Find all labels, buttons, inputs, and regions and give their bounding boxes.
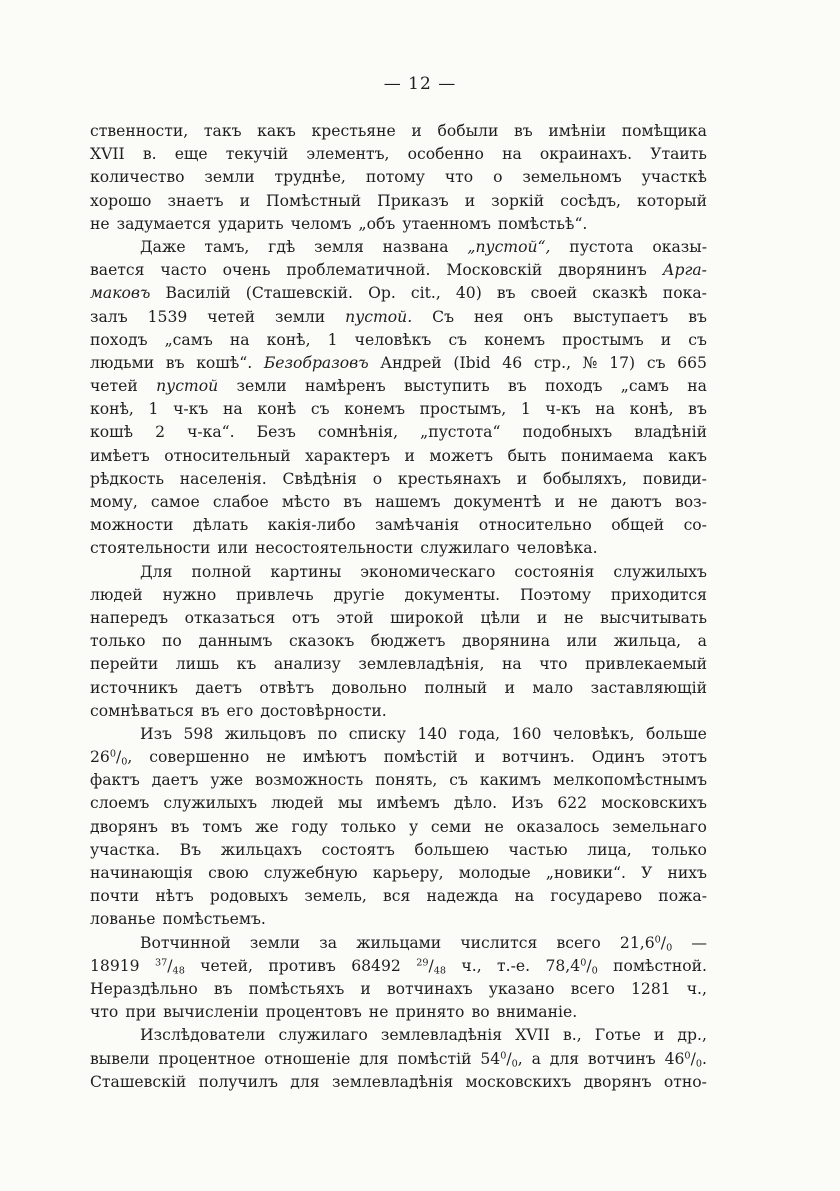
text-line: Сташевскій получилъ для землевладѣнія московскихъ дворянъ отно-: [90, 1072, 707, 1091]
text-line: дворянъ въ томъ же году только у семи не оказалось земельнаго: [90, 817, 707, 836]
text-line: напередъ отказаться отъ этой широкой цѣли и не высчитывать: [90, 608, 707, 627]
text-line: залъ 1539 четей земли пустой. Съ нея онъ выступаетъ въ: [90, 307, 707, 326]
text-line: людей нужно привлечь другіе документы. Поэтому приходится: [90, 585, 707, 604]
text-line: Изслѣдователи служилаго землевладѣнія XVII в., Готье и др.,: [140, 1026, 707, 1045]
text-line: рѣдкость населенія. Свѣдѣнія о крестьянахъ и бобыляхъ, повиди-: [90, 469, 707, 488]
text-line: почти нѣтъ родовыхъ земель, вся надежда на государево пожа-: [90, 887, 707, 906]
text-line: вывели процентное отношеніе для помѣстій $54^0/_0$, а для вотчинъ $46^0/_0$.: [90, 1049, 707, 1069]
text-line: Для полной картины экономическаго состоянія служилыхъ: [140, 562, 707, 581]
text-line: Вотчинной земли за жильцами числится всего $21,6^0/_0$ —: [140, 933, 707, 953]
text-line: фактъ даетъ уже возможность понять, съ какимъ мелкопомѣстнымъ: [90, 771, 707, 790]
text-line: 18919 $^{37}/_{48}$ четей, противъ 68492 $^{29}/_{48}$ ч., т.-е. $78,4^0/_0$ помѣстной.: [90, 956, 707, 977]
text-line: маковъ Василій (Сташевскій. Op. cit., 40) въ своей сказкѣ пока-: [90, 284, 707, 303]
text-line: походъ „самъ на конѣ, 1 человѣкъ съ конемъ простымъ и съ: [90, 330, 707, 349]
text-line: людьми въ кошѣ“. Безобразовъ Андрей (Ibid 46 стр., № 17) съ 665: [90, 353, 707, 372]
text-line: сомнѣваться въ его достовѣрности.: [90, 701, 387, 720]
text-line: XVII в. еще текучій элементъ, особенно на окраинахъ. Утаить: [90, 145, 707, 164]
text-line: начинающія свою служебную карьеру, молодые „новики“. У нихъ: [90, 864, 707, 882]
text-line: четей пустой земли намѣренъ выступить въ походъ „самъ на: [90, 377, 707, 396]
text-line: вается часто очень проблематичной. Московскій дворянинъ Арга-: [90, 261, 707, 280]
body-text: [90, 120, 707, 1094]
text-line: $26^0/_0$, совершенно не имѣютъ помѣстій и вотчинъ. Одинъ этотъ: [90, 748, 707, 768]
text-line: количество земли труднѣе, потому что о земельномъ участкѣ: [90, 168, 707, 187]
text-line: что при вычисленіи процентовъ не принято во вниманіе.: [90, 1003, 578, 1022]
text-line: не задумается ударить челомъ „объ утаенномъ помѣстьѣ“.: [90, 214, 588, 233]
text-line: конѣ, 1 ч-къ на конѣ съ конемъ простымъ, 1 ч-къ на конѣ, въ: [90, 400, 707, 419]
text-line: можности дѣлать какія-либо замѣчанія относительно общей со-: [90, 516, 707, 535]
text-line: участка. Въ жильцахъ состоятъ большею частью лица, только: [90, 840, 707, 859]
text-line: стоятельности или несостоятельности служилаго человѣка.: [90, 539, 598, 558]
text-line: кошѣ 2 ч-ка“. Безъ сомнѣнія, „пустота“ подобныхъ владѣній: [90, 423, 707, 442]
text-line: Нераздѣльно въ помѣстьяхъ и вотчинахъ указано всего 1281 ч.,: [90, 979, 707, 998]
page-number: — 12 —: [383, 74, 457, 94]
text-line: хорошо знаетъ и Помѣстный Приказъ и зоркій сосѣдъ, который: [90, 191, 707, 210]
text-line: лованье помѣстьемъ.: [90, 910, 266, 929]
text-line: перейти лишь къ анализу землевладѣнія, на что привлекаемый: [90, 655, 707, 674]
text-line: слоемъ служилыхъ людей мы имѣемъ дѣло. Изъ 622 московскихъ: [90, 794, 707, 813]
text-line: мому, самое слабое мѣсто въ нашемъ документѣ и не даютъ воз-: [90, 493, 707, 511]
text-line: ственности, такъ какъ крестьяне и бобыли въ имѣніи помѣщика: [90, 122, 707, 140]
text-line: источникъ даетъ отвѣтъ довольно полный и мало заставляющій: [90, 678, 707, 697]
text-line: имѣетъ относительный характеръ и можетъ быть понимаема какъ: [90, 446, 707, 465]
text-line: Даже тамъ, гдѣ земля названа „пустой“, пустота оказы-: [140, 237, 707, 256]
text-line: только по даннымъ сказокъ бюджетъ дворянина или жильца, а: [90, 632, 707, 651]
text-line: Изъ 598 жильцовъ по списку 140 года, 160 человѣкъ, больше: [140, 724, 707, 743]
